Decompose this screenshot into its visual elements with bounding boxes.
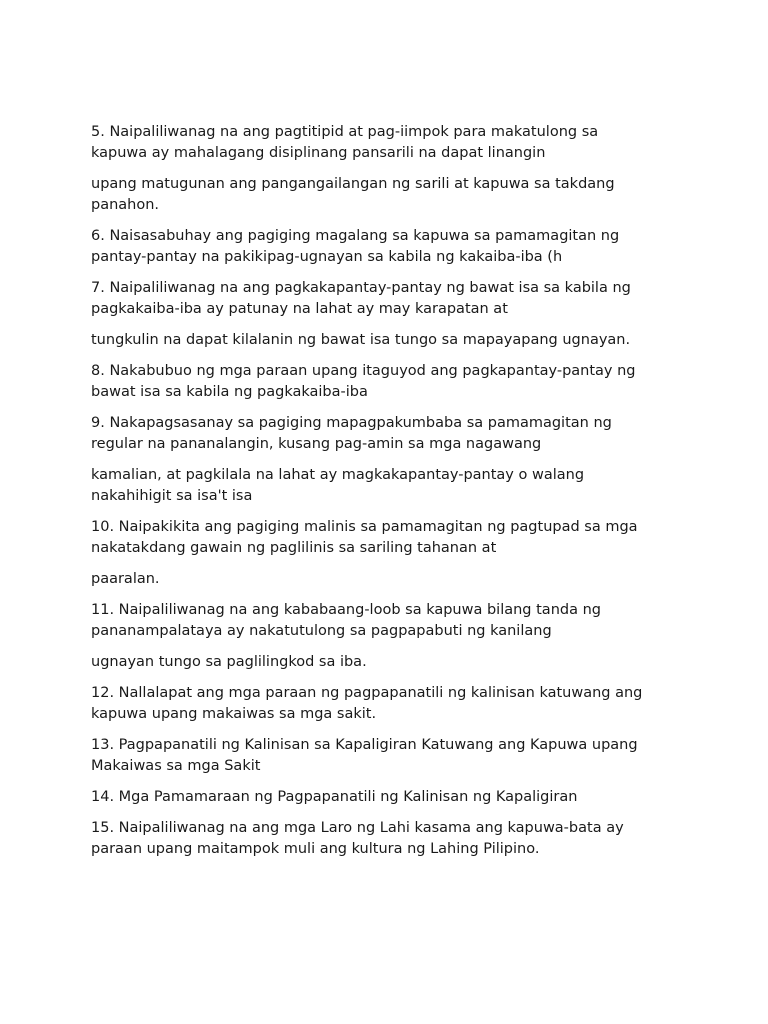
paragraph bbox=[91, 652, 681, 673]
text-line: 11. Naipaliliwanag na ang kababaang-loob sa kapuwa bilang tanda ng bbox=[91, 602, 601, 618]
paragraph bbox=[91, 226, 681, 268]
text-line: paaralan. bbox=[91, 571, 160, 587]
paragraph bbox=[91, 174, 681, 216]
paragraph bbox=[91, 818, 681, 860]
text-line: nakatakdang gawain ng paglilinis sa sariling tahanan at bbox=[91, 540, 497, 556]
text-line: panahon. bbox=[91, 197, 160, 213]
text-line: bawat isa sa kabila ng pagkakaiba-iba bbox=[91, 384, 368, 400]
paragraph bbox=[91, 465, 681, 507]
paragraph bbox=[91, 122, 681, 164]
text-line: 5. Naipaliliwanag na ang pagtitipid at pag-iimpok para makatulong sa bbox=[91, 124, 599, 140]
text-line: Makaiwas sa mga Sakit bbox=[91, 758, 261, 774]
paragraph bbox=[91, 600, 681, 642]
text-line: 8. Nakabubuo ng mga paraan upang itaguyod ang pagkapantay-pantay ng bbox=[91, 363, 636, 379]
text-line: pantay-pantay na pakikipag-ugnayan sa kabila ng kakaiba-iba (h bbox=[91, 249, 563, 265]
text-line: 10. Naipakikita ang pagiging malinis sa pamamagitan ng pagtupad sa mga bbox=[91, 519, 638, 535]
paragraph bbox=[91, 413, 681, 455]
text-line: pananampalataya ay nakatutulong sa pagpapabuti ng kanilang bbox=[91, 623, 552, 639]
text-line: regular na pananalangin, kusang pag-amin sa mga nagawang bbox=[91, 436, 542, 452]
paragraph bbox=[91, 517, 681, 559]
text-line: tungkulin na dapat kilalanin ng bawat isa tungo sa mapayapang ugnayan. bbox=[91, 332, 631, 348]
text-line: 15. Naipaliliwanag na ang mga Laro ng Lahi kasama ang kapuwa-bata ay bbox=[91, 820, 624, 836]
paragraph bbox=[91, 330, 681, 351]
text-line: kamalian, at pagkilala na lahat ay magkakapantay-pantay o walang bbox=[91, 467, 585, 483]
text-line: ugnayan tungo sa paglilingkod sa iba. bbox=[91, 654, 367, 670]
paragraph bbox=[91, 278, 681, 320]
text-line: upang matugunan ang pangangailangan ng sarili at kapuwa sa takdang bbox=[91, 176, 615, 192]
paragraph bbox=[91, 735, 681, 777]
text-line: 6. Naisasabuhay ang pagiging magalang sa kapuwa sa pamamagitan ng bbox=[91, 228, 620, 244]
document-body bbox=[91, 122, 681, 870]
text-line: 7. Naipaliliwanag na ang pagkakapantay-pantay ng bawat isa sa kabila ng bbox=[91, 280, 631, 296]
text-line: nakahihigit sa isa't isa bbox=[91, 488, 253, 504]
text-line: 12. Nallalapat ang mga paraan ng pagpapanatili ng kalinisan katuwang ang bbox=[91, 685, 643, 701]
text-line: kapuwa upang makaiwas sa mga sakit. bbox=[91, 706, 377, 722]
text-line: kapuwa ay mahalagang disiplinang pansarili na dapat linangin bbox=[91, 145, 546, 161]
text-line: paraan upang maitampok muli ang kultura ng Lahing Pilipino. bbox=[91, 841, 540, 857]
paragraph bbox=[91, 683, 681, 725]
paragraph bbox=[91, 569, 681, 590]
paragraph bbox=[91, 787, 681, 808]
text-line: 13. Pagpapanatili ng Kalinisan sa Kapaligiran Katuwang ang Kapuwa upang bbox=[91, 737, 638, 753]
text-line: 9. Nakapagsasanay sa pagiging mapagpakumbaba sa pamamagitan ng bbox=[91, 415, 612, 431]
paragraph bbox=[91, 361, 681, 403]
text-line: 14. Mga Pamamaraan ng Pagpapanatili ng Kalinisan ng Kapaligiran bbox=[91, 789, 578, 805]
text-line: pagkakaiba-iba ay patunay na lahat ay may karapatan at bbox=[91, 301, 508, 317]
